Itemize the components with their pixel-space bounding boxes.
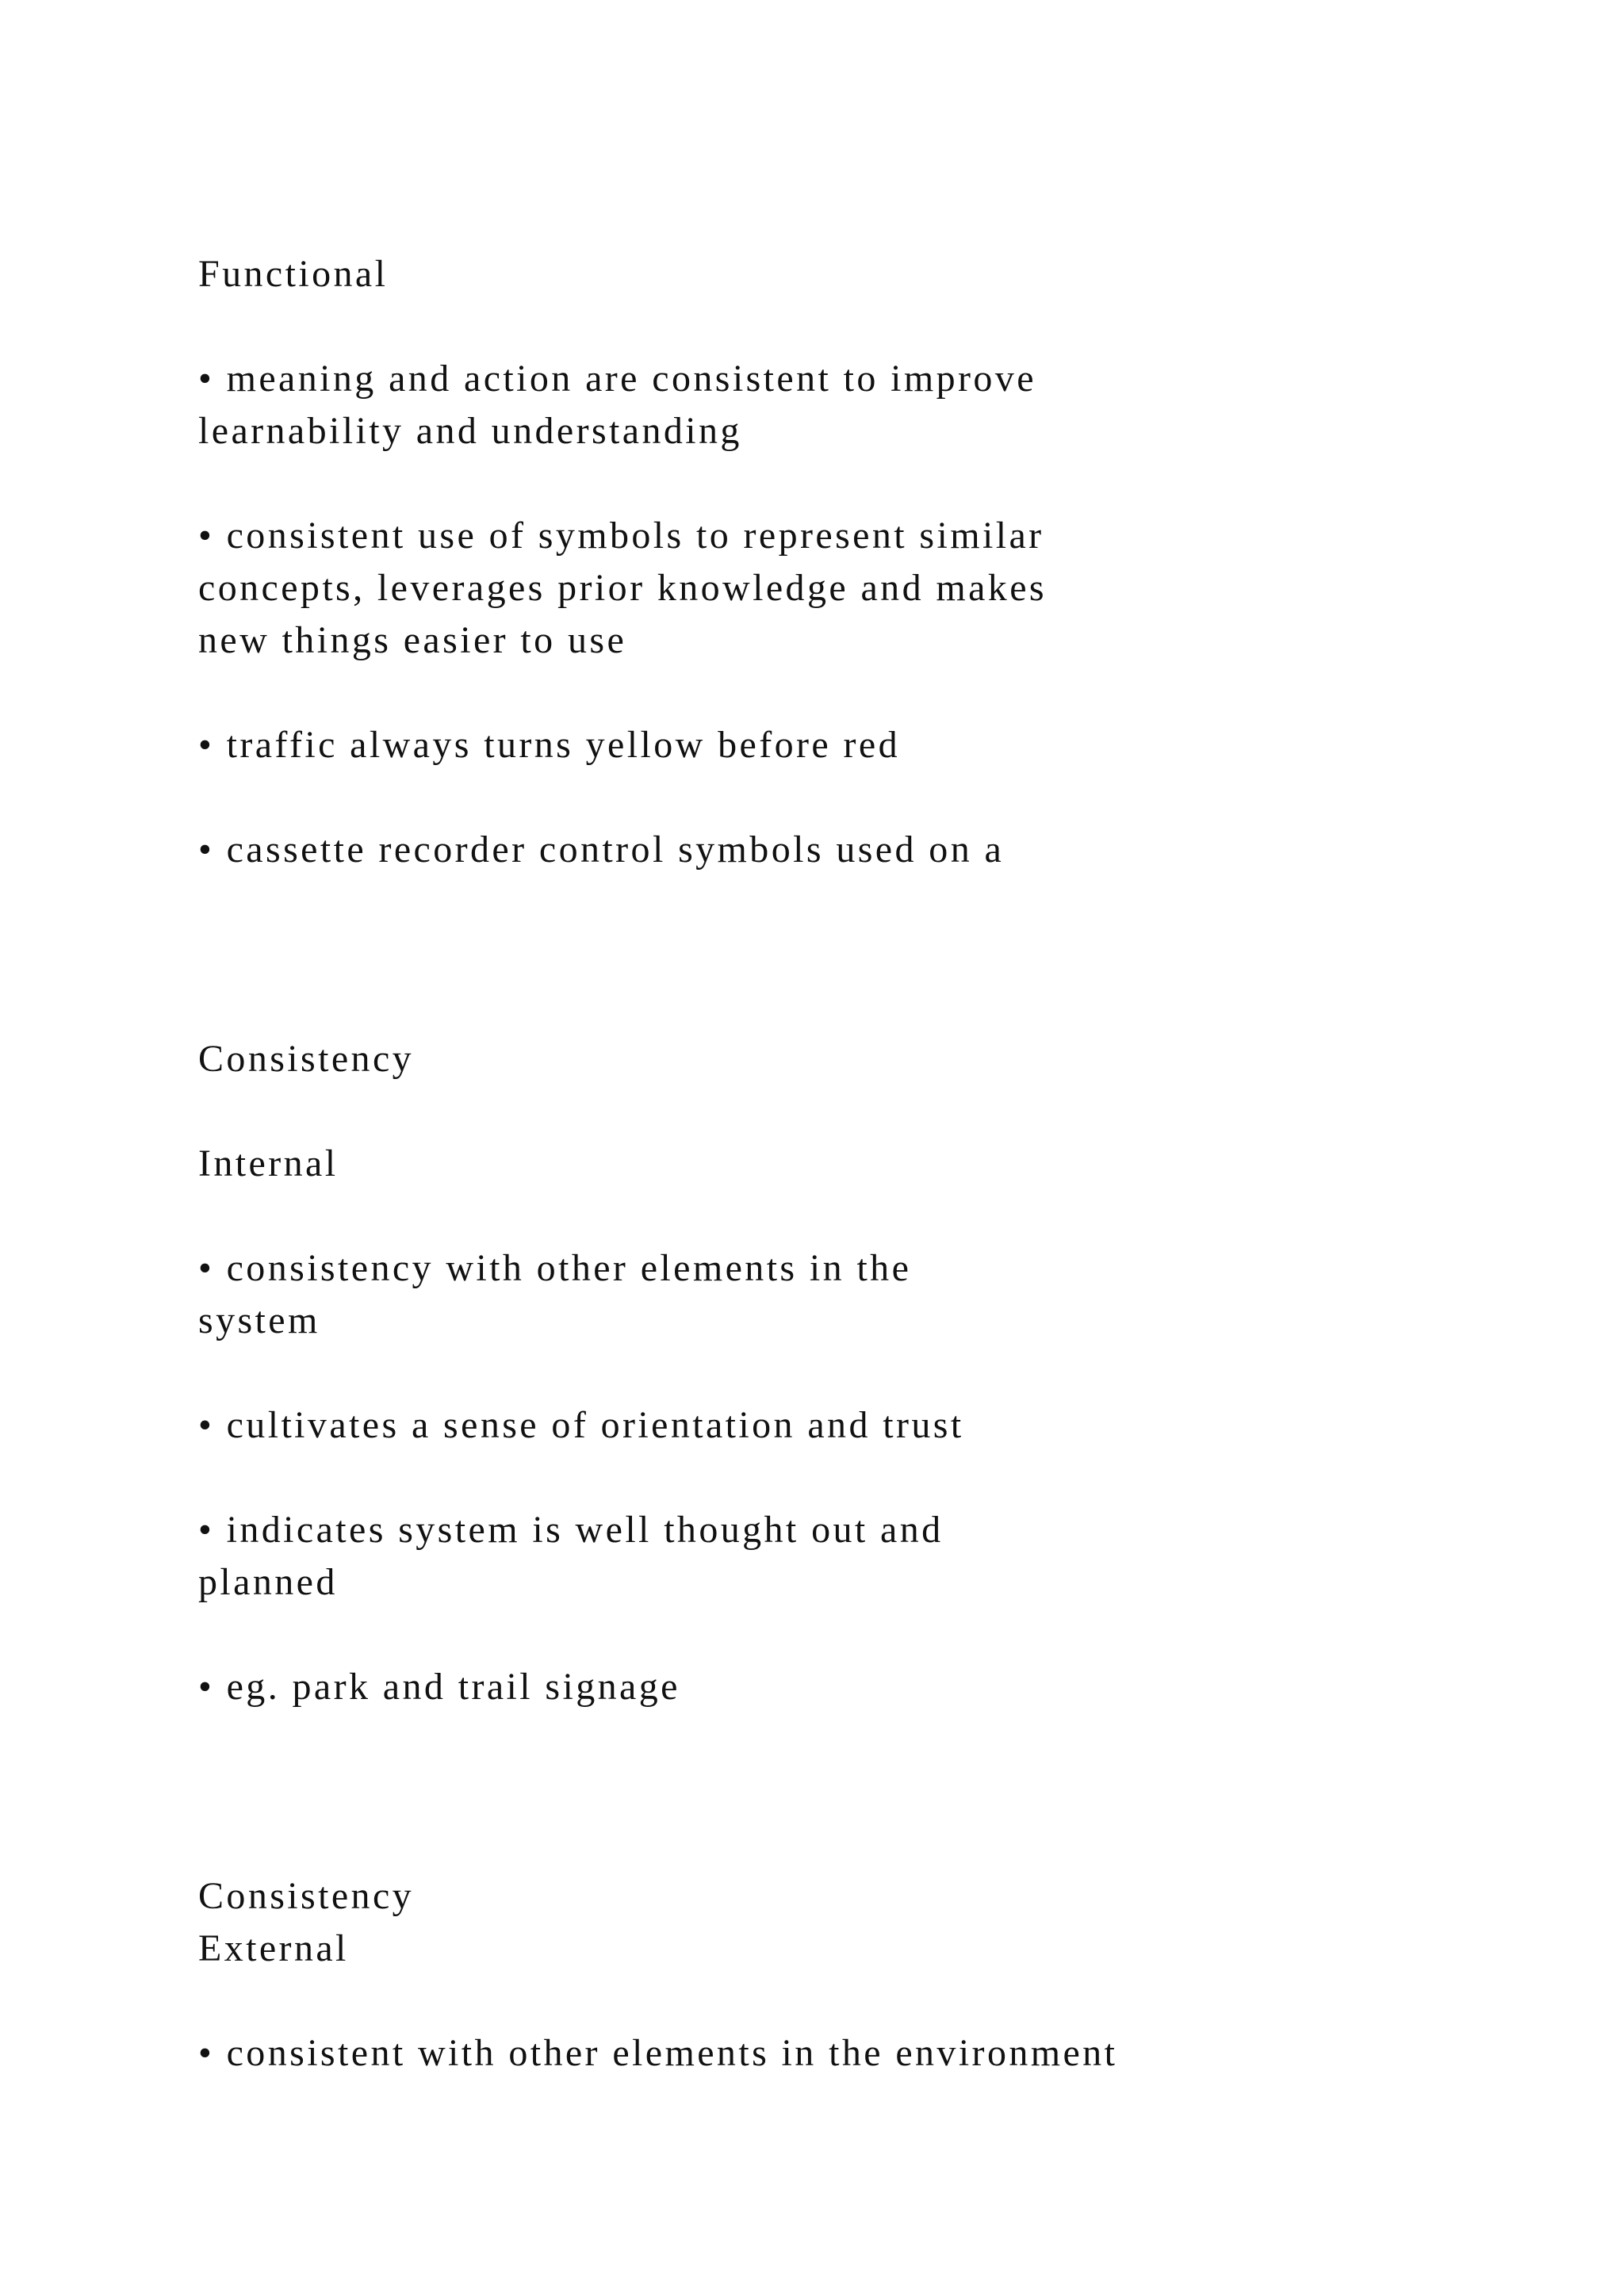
heading-functional: Functional	[198, 253, 389, 295]
bullet-text: • consistent use of symbols to represent similar	[198, 515, 1044, 557]
heading-consistency: Consistency	[198, 1875, 415, 1917]
bullet-text-continued: learnability and understanding	[198, 410, 742, 452]
bullet-text: • eg. park and trail signage	[198, 1666, 680, 1708]
bullet-text: • cassette recorder control symbols used on a	[198, 828, 1005, 871]
subheading-external: External	[198, 1927, 349, 1969]
bullet-text: • consistency with other elements in the	[198, 1247, 912, 1289]
bullet-text: • consistent with other elements in the environment	[198, 2032, 1118, 2074]
bullet-text: • cultivates a sense of orientation and trust	[198, 1404, 964, 1446]
bullet-text: • indicates system is well thought out and	[198, 1509, 944, 1551]
bullet-text-continued: new things easier to use	[198, 619, 627, 661]
bullet-text: • meaning and action are consistent to improve	[198, 358, 1036, 400]
bullet-text-continued: planned	[198, 1561, 338, 1603]
bullet-text-continued: concepts, leverages prior knowledge and makes	[198, 567, 1047, 609]
bullet-text: • traffic always turns yellow before red	[198, 724, 900, 766]
heading-consistency: Consistency	[198, 1038, 415, 1080]
bullet-text-continued: system	[198, 1299, 320, 1341]
subheading-internal: Internal	[198, 1142, 339, 1184]
